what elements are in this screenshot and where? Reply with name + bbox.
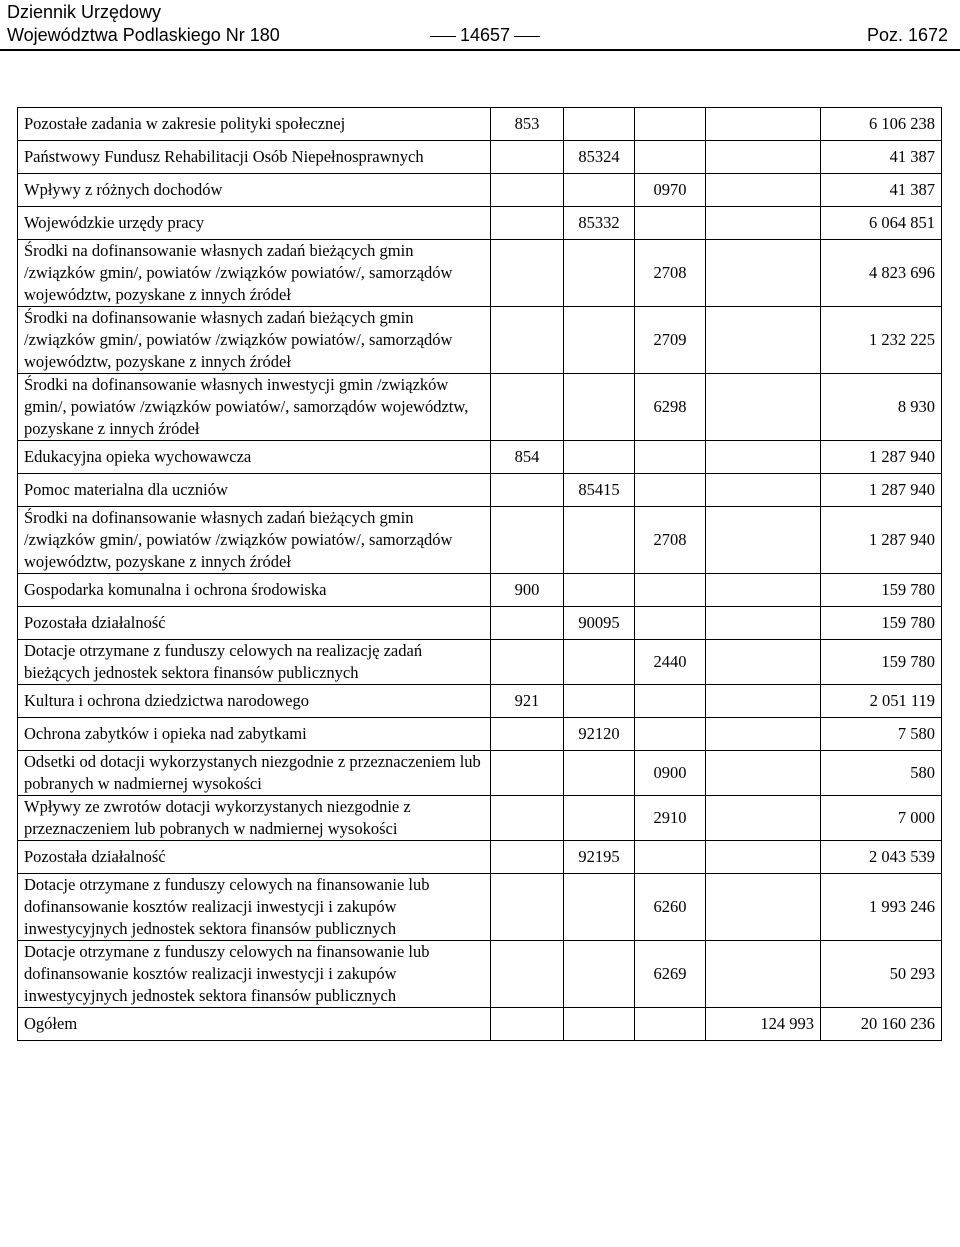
cell-dzial <box>491 240 564 307</box>
cell-dzial: 921 <box>491 685 564 718</box>
cell-dzial <box>491 607 564 640</box>
cell-total-col5 <box>706 941 821 1008</box>
cell-rozdzial: 92195 <box>564 841 635 874</box>
cell-amount: 1 287 940 <box>821 507 942 574</box>
budget-table-body <box>18 108 942 1041</box>
cell-dzial <box>491 751 564 796</box>
table-row <box>18 751 942 796</box>
cell-total-col5 <box>706 108 821 141</box>
cell-paragraf: 2708 <box>635 240 706 307</box>
cell-description: Państwowy Fundusz Rehabilitacji Osób Niepełnosprawnych <box>18 141 491 174</box>
cell-rozdzial <box>564 574 635 607</box>
cell-rozdzial <box>564 640 635 685</box>
table-row <box>18 141 942 174</box>
cell-rozdzial <box>564 796 635 841</box>
cell-amount: 580 <box>821 751 942 796</box>
cell-paragraf <box>635 574 706 607</box>
table-row <box>18 796 942 841</box>
position-number: Poz. 1672 <box>866 25 948 45</box>
cell-amount: 1 232 225 <box>821 307 942 374</box>
cell-rozdzial <box>564 108 635 141</box>
cell-paragraf: 2910 <box>635 796 706 841</box>
cell-total-col5 <box>706 307 821 374</box>
cell-description: Ogółem <box>18 1008 491 1041</box>
cell-rozdzial: 85332 <box>564 207 635 240</box>
cell-dzial <box>491 374 564 441</box>
cell-paragraf: 2709 <box>635 307 706 374</box>
cell-paragraf: 6298 <box>635 374 706 441</box>
cell-total-col5 <box>706 718 821 751</box>
cell-description: Gospodarka komunalna i ochrona środowiska <box>18 574 491 607</box>
cell-amount: 1 287 940 <box>821 441 942 474</box>
cell-rozdzial: 85324 <box>564 141 635 174</box>
cell-total-col5 <box>706 751 821 796</box>
cell-total-col5 <box>706 507 821 574</box>
cell-dzial <box>491 841 564 874</box>
cell-paragraf <box>635 108 706 141</box>
table-row <box>18 174 942 207</box>
cell-amount: 6 106 238 <box>821 108 942 141</box>
table-row <box>18 374 942 441</box>
cell-dzial <box>491 307 564 374</box>
table-row <box>18 207 942 240</box>
table-row <box>18 108 942 141</box>
table-row <box>18 507 942 574</box>
cell-rozdzial <box>564 751 635 796</box>
budget-table <box>17 107 942 1041</box>
cell-total-col5 <box>706 441 821 474</box>
cell-paragraf: 0900 <box>635 751 706 796</box>
cell-dzial <box>491 941 564 1008</box>
cell-amount: 159 780 <box>821 640 942 685</box>
cell-amount: 1 287 940 <box>821 474 942 507</box>
cell-dzial <box>491 141 564 174</box>
cell-amount: 6 064 851 <box>821 207 942 240</box>
cell-paragraf <box>635 1008 706 1041</box>
cell-rozdzial <box>564 685 635 718</box>
table-row <box>18 441 942 474</box>
cell-description: Pozostała działalność <box>18 841 491 874</box>
cell-rozdzial <box>564 441 635 474</box>
cell-description: Odsetki od dotacji wykorzystanych niezgodnie z przeznaczeniem lub pobranych w nadmiernej wysokości <box>18 751 491 796</box>
cell-paragraf <box>635 207 706 240</box>
cell-dzial <box>491 207 564 240</box>
table-row <box>18 874 942 941</box>
cell-total-col5 <box>706 574 821 607</box>
table-row <box>18 718 942 751</box>
cell-dzial <box>491 796 564 841</box>
dash-left <box>430 36 456 37</box>
cell-description: Wpływy z różnych dochodów <box>18 174 491 207</box>
cell-paragraf <box>635 718 706 751</box>
cell-paragraf <box>635 474 706 507</box>
cell-paragraf <box>635 141 706 174</box>
cell-rozdzial <box>564 374 635 441</box>
cell-amount: 8 930 <box>821 374 942 441</box>
cell-amount: 159 780 <box>821 574 942 607</box>
cell-paragraf: 6269 <box>635 941 706 1008</box>
cell-paragraf <box>635 607 706 640</box>
header-rule <box>0 49 960 51</box>
cell-dzial <box>491 874 564 941</box>
cell-amount: 2 051 119 <box>821 685 942 718</box>
publication-issue: Województwa Podlaskiego Nr 180 <box>7 25 280 45</box>
cell-rozdzial <box>564 941 635 1008</box>
cell-dzial <box>491 174 564 207</box>
cell-rozdzial <box>564 874 635 941</box>
cell-amount: 7 000 <box>821 796 942 841</box>
cell-total-col5 <box>706 640 821 685</box>
cell-dzial: 853 <box>491 108 564 141</box>
cell-amount: 1 993 246 <box>821 874 942 941</box>
cell-rozdzial: 85415 <box>564 474 635 507</box>
cell-total-col5 <box>706 841 821 874</box>
cell-amount: 41 387 <box>821 141 942 174</box>
table-row <box>18 607 942 640</box>
cell-rozdzial: 92120 <box>564 718 635 751</box>
cell-total-col5 <box>706 685 821 718</box>
cell-description: Edukacyjna opieka wychowawcza <box>18 441 491 474</box>
cell-description: Kultura i ochrona dziedzictwa narodowego <box>18 685 491 718</box>
cell-rozdzial <box>564 174 635 207</box>
table-row <box>18 474 942 507</box>
cell-total-col5 <box>706 796 821 841</box>
cell-description: Dotacje otrzymane z funduszy celowych na realizację zadań bieżących jednostek sektora finansów publicznych <box>18 640 491 685</box>
cell-total-col5 <box>706 174 821 207</box>
table-row <box>18 941 942 1008</box>
cell-paragraf: 2708 <box>635 507 706 574</box>
cell-description: Pozostałe zadania w zakresie polityki społecznej <box>18 108 491 141</box>
cell-dzial <box>491 1008 564 1041</box>
table-row <box>18 574 942 607</box>
cell-total-col5 <box>706 874 821 941</box>
cell-total-col5 <box>706 474 821 507</box>
cell-paragraf <box>635 685 706 718</box>
cell-description: Wpływy ze zwrotów dotacji wykorzystanych niezgodnie z przeznaczeniem lub pobranych w nadmiernej wysokości <box>18 796 491 841</box>
cell-amount: 4 823 696 <box>821 240 942 307</box>
cell-rozdzial <box>564 507 635 574</box>
cell-description: Dotacje otrzymane z funduszy celowych na finansowanie lub dofinansowanie kosztów realizacji inwestycji i zakupów inwestycyjnych jednostek sektora finansów publicznych <box>18 941 491 1008</box>
cell-description: Środki na dofinansowanie własnych inwestycji gmin /związków gmin/, powiatów /związków powiatów/, samorządów województw, pozyskane z innych źródeł <box>18 374 491 441</box>
cell-dzial <box>491 474 564 507</box>
page-number-value: 14657 <box>460 25 511 45</box>
cell-amount: 50 293 <box>821 941 942 1008</box>
dash-right <box>514 36 540 37</box>
cell-rozdzial <box>564 240 635 307</box>
cell-description: Pomoc materialna dla uczniów <box>18 474 491 507</box>
cell-paragraf <box>635 441 706 474</box>
cell-amount: 41 387 <box>821 174 942 207</box>
cell-description: Dotacje otrzymane z funduszy celowych na finansowanie lub dofinansowanie kosztów realizacji inwestycji i zakupów inwestycyjnych jednostek sektora finansów publicznych <box>18 874 491 941</box>
cell-description: Ochrona zabytków i opieka nad zabytkami <box>18 718 491 751</box>
cell-total-col5: 124 993 <box>706 1008 821 1041</box>
cell-paragraf: 2440 <box>635 640 706 685</box>
publication-title: Dziennik Urzędowy <box>7 2 162 22</box>
table-row <box>18 685 942 718</box>
cell-dzial <box>491 718 564 751</box>
cell-total-col5 <box>706 141 821 174</box>
cell-rozdzial: 90095 <box>564 607 635 640</box>
table-row <box>18 240 942 307</box>
cell-rozdzial <box>564 1008 635 1041</box>
page-header <box>0 0 960 52</box>
cell-total-col5 <box>706 374 821 441</box>
table-row <box>18 841 942 874</box>
cell-dzial <box>491 507 564 574</box>
cell-paragraf: 6260 <box>635 874 706 941</box>
cell-amount: 159 780 <box>821 607 942 640</box>
cell-paragraf: 0970 <box>635 174 706 207</box>
table-row <box>18 640 942 685</box>
table-row <box>18 1008 942 1041</box>
cell-total-col5 <box>706 607 821 640</box>
table-row <box>18 307 942 374</box>
cell-dzial <box>491 640 564 685</box>
cell-rozdzial <box>564 307 635 374</box>
cell-amount: 7 580 <box>821 718 942 751</box>
cell-amount: 2 043 539 <box>821 841 942 874</box>
cell-paragraf <box>635 841 706 874</box>
cell-amount: 20 160 236 <box>821 1008 942 1041</box>
cell-description: Środki na dofinansowanie własnych zadań bieżących gmin /związków gmin/, powiatów /związków powiatów/, samorządów województw, pozyskane z innych źródeł <box>18 240 491 307</box>
cell-dzial: 900 <box>491 574 564 607</box>
cell-description: Środki na dofinansowanie własnych zadań bieżących gmin /związków gmin/, powiatów /związków powiatów/, samorządów województw, pozyskane z innych źródeł <box>18 507 491 574</box>
cell-description: Wojewódzkie urzędy pracy <box>18 207 491 240</box>
cell-total-col5 <box>706 240 821 307</box>
cell-total-col5 <box>706 207 821 240</box>
cell-dzial: 854 <box>491 441 564 474</box>
cell-description: Środki na dofinansowanie własnych zadań bieżących gmin /związków gmin/, powiatów /związków powiatów/, samorządów województw, pozyskane z innych źródeł <box>18 307 491 374</box>
page-number <box>426 24 538 46</box>
cell-description: Pozostała działalność <box>18 607 491 640</box>
